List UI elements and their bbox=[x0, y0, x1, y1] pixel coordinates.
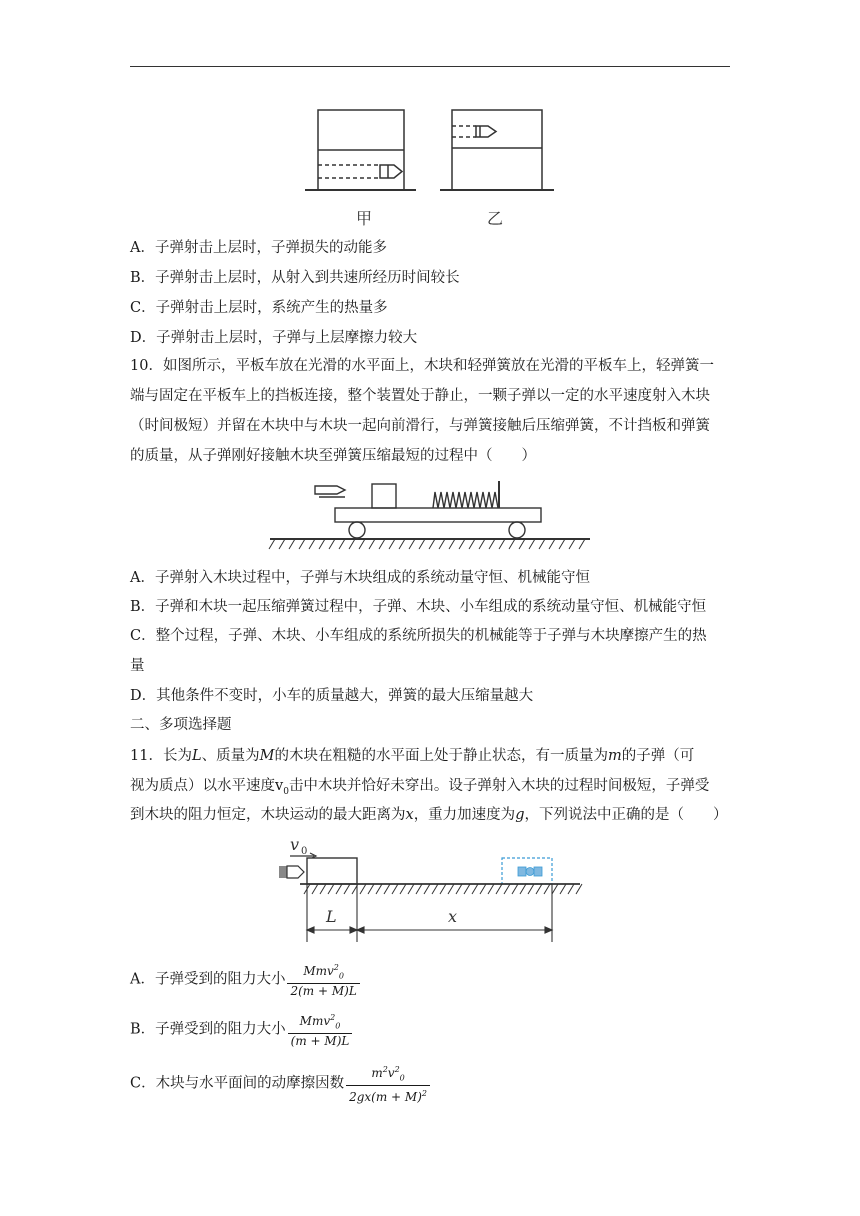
q9-option-a: A．子弹射击上层时，子弹损失的动能多 bbox=[130, 240, 387, 256]
wheel-right bbox=[509, 522, 525, 538]
block-jia bbox=[305, 110, 416, 190]
formula-c: $\frac{m^2v^2_0}{2gx(m + M)^2}$ bbox=[346, 1062, 430, 1105]
caption-jia: 甲 bbox=[356, 209, 373, 228]
q10-option-c-line-2: 量 bbox=[130, 658, 145, 674]
q10-option-d: D．其他条件不变时，小车的质量越大，弹簧的最大压缩量越大 bbox=[130, 688, 534, 704]
q10-stem-line-4: 的质量，从子弹刚好接触木块至弹簧压缩最短的过程中（ ） bbox=[130, 448, 536, 464]
q10-stem-line-3: （时间极短）并留在木块中与木块一起向前滑行，与弹簧接触后压缩弹簧，不计挡板和弹簧 bbox=[130, 418, 710, 434]
q10-option-a: A．子弹射入木块过程中，子弹与木块组成的系统动量守恒、机械能守恒 bbox=[130, 570, 590, 586]
bullet-icon bbox=[315, 486, 345, 494]
figure-bullet-block-slide bbox=[270, 832, 590, 947]
wood-block bbox=[372, 484, 396, 508]
label-v0: v bbox=[290, 835, 300, 854]
block-yi bbox=[440, 110, 554, 190]
q11-option-c: C．木块与水平面间的动摩擦因数 $\frac{m^2v^2_0}{2gx(m + M)^2}$ bbox=[130, 1062, 740, 1102]
q11-stem-line-1: 11．长为L、质量为M的木块在粗糙的水平面上处于静止状态，有一质量为m的子弹（可 bbox=[130, 748, 695, 764]
q10-stem-line-2: 端与固定在平板车上的挡板连接，整个装置处于静止，一颗子弹以一定的水平速度射入木块 bbox=[130, 388, 710, 404]
q9-option-c: C．子弹射击上层时，系统产生的热量多 bbox=[130, 300, 388, 316]
wheel-left bbox=[349, 522, 365, 538]
label-L: L bbox=[326, 907, 337, 926]
q10-stem-line-1: 10．如图所示，平板车放在光滑的水平面上，木块和轻弹簧放在光滑的平板车上，轻弹簧一 bbox=[130, 358, 714, 374]
figure-bullet-blocks bbox=[300, 100, 560, 230]
q9-option-b: B．子弹射击上层时，从射入到共速所经历时间较长 bbox=[130, 270, 460, 286]
caption-yi: 乙 bbox=[487, 209, 504, 228]
cart-deck bbox=[335, 508, 541, 522]
header-rule bbox=[130, 66, 730, 67]
q11-option-a: A．子弹受到的阻力大小 $\frac{Mmv^2_0}{2(m + M)L}$ bbox=[130, 960, 740, 1000]
q9-option-d: D．子弹射击上层时，子弹与上层摩擦力较大 bbox=[130, 330, 418, 346]
wood-block bbox=[307, 858, 357, 884]
formula-b: $\frac{Mmv^2_0}{(m + M)L}$ bbox=[288, 1010, 353, 1049]
q11-stem-line-3: 到木块的阻力恒定，木块运动的最大距离为x，重力加速度为g，下列说法中正确的是（ ） bbox=[130, 807, 728, 823]
spring bbox=[433, 492, 498, 508]
q11-option-b: B．子弹受到的阻力大小 $\frac{Mmv^2_0}{(m + M)L}$ bbox=[130, 1010, 740, 1050]
formula-a: $\frac{Mmv^2_0}{2(m + M)L}$ bbox=[287, 960, 359, 999]
q10-option-c-line-1: C．整个过程，子弹、木块、小车组成的系统所损失的机械能等于子弹与木块摩擦产生的热 bbox=[130, 628, 707, 644]
label-v0-sub: 0 bbox=[301, 846, 308, 857]
embedded-bullet bbox=[518, 867, 542, 876]
bullet-icon bbox=[279, 866, 304, 878]
figure-cart-spring bbox=[265, 475, 595, 555]
q10-option-b: B．子弹和木块一起压缩弹簧过程中，子弹、木块、小车组成的系统动量守恒、机械能守恒 bbox=[130, 599, 707, 615]
q11-stem-line-2: 视为质点）以水平速度$v_0$击中木块并恰好未穿出。设子弹射入木块的过程时间极短，子弹受 bbox=[130, 778, 710, 797]
label-x: x bbox=[448, 907, 458, 926]
section-title: 二、多项选择题 bbox=[130, 717, 232, 733]
